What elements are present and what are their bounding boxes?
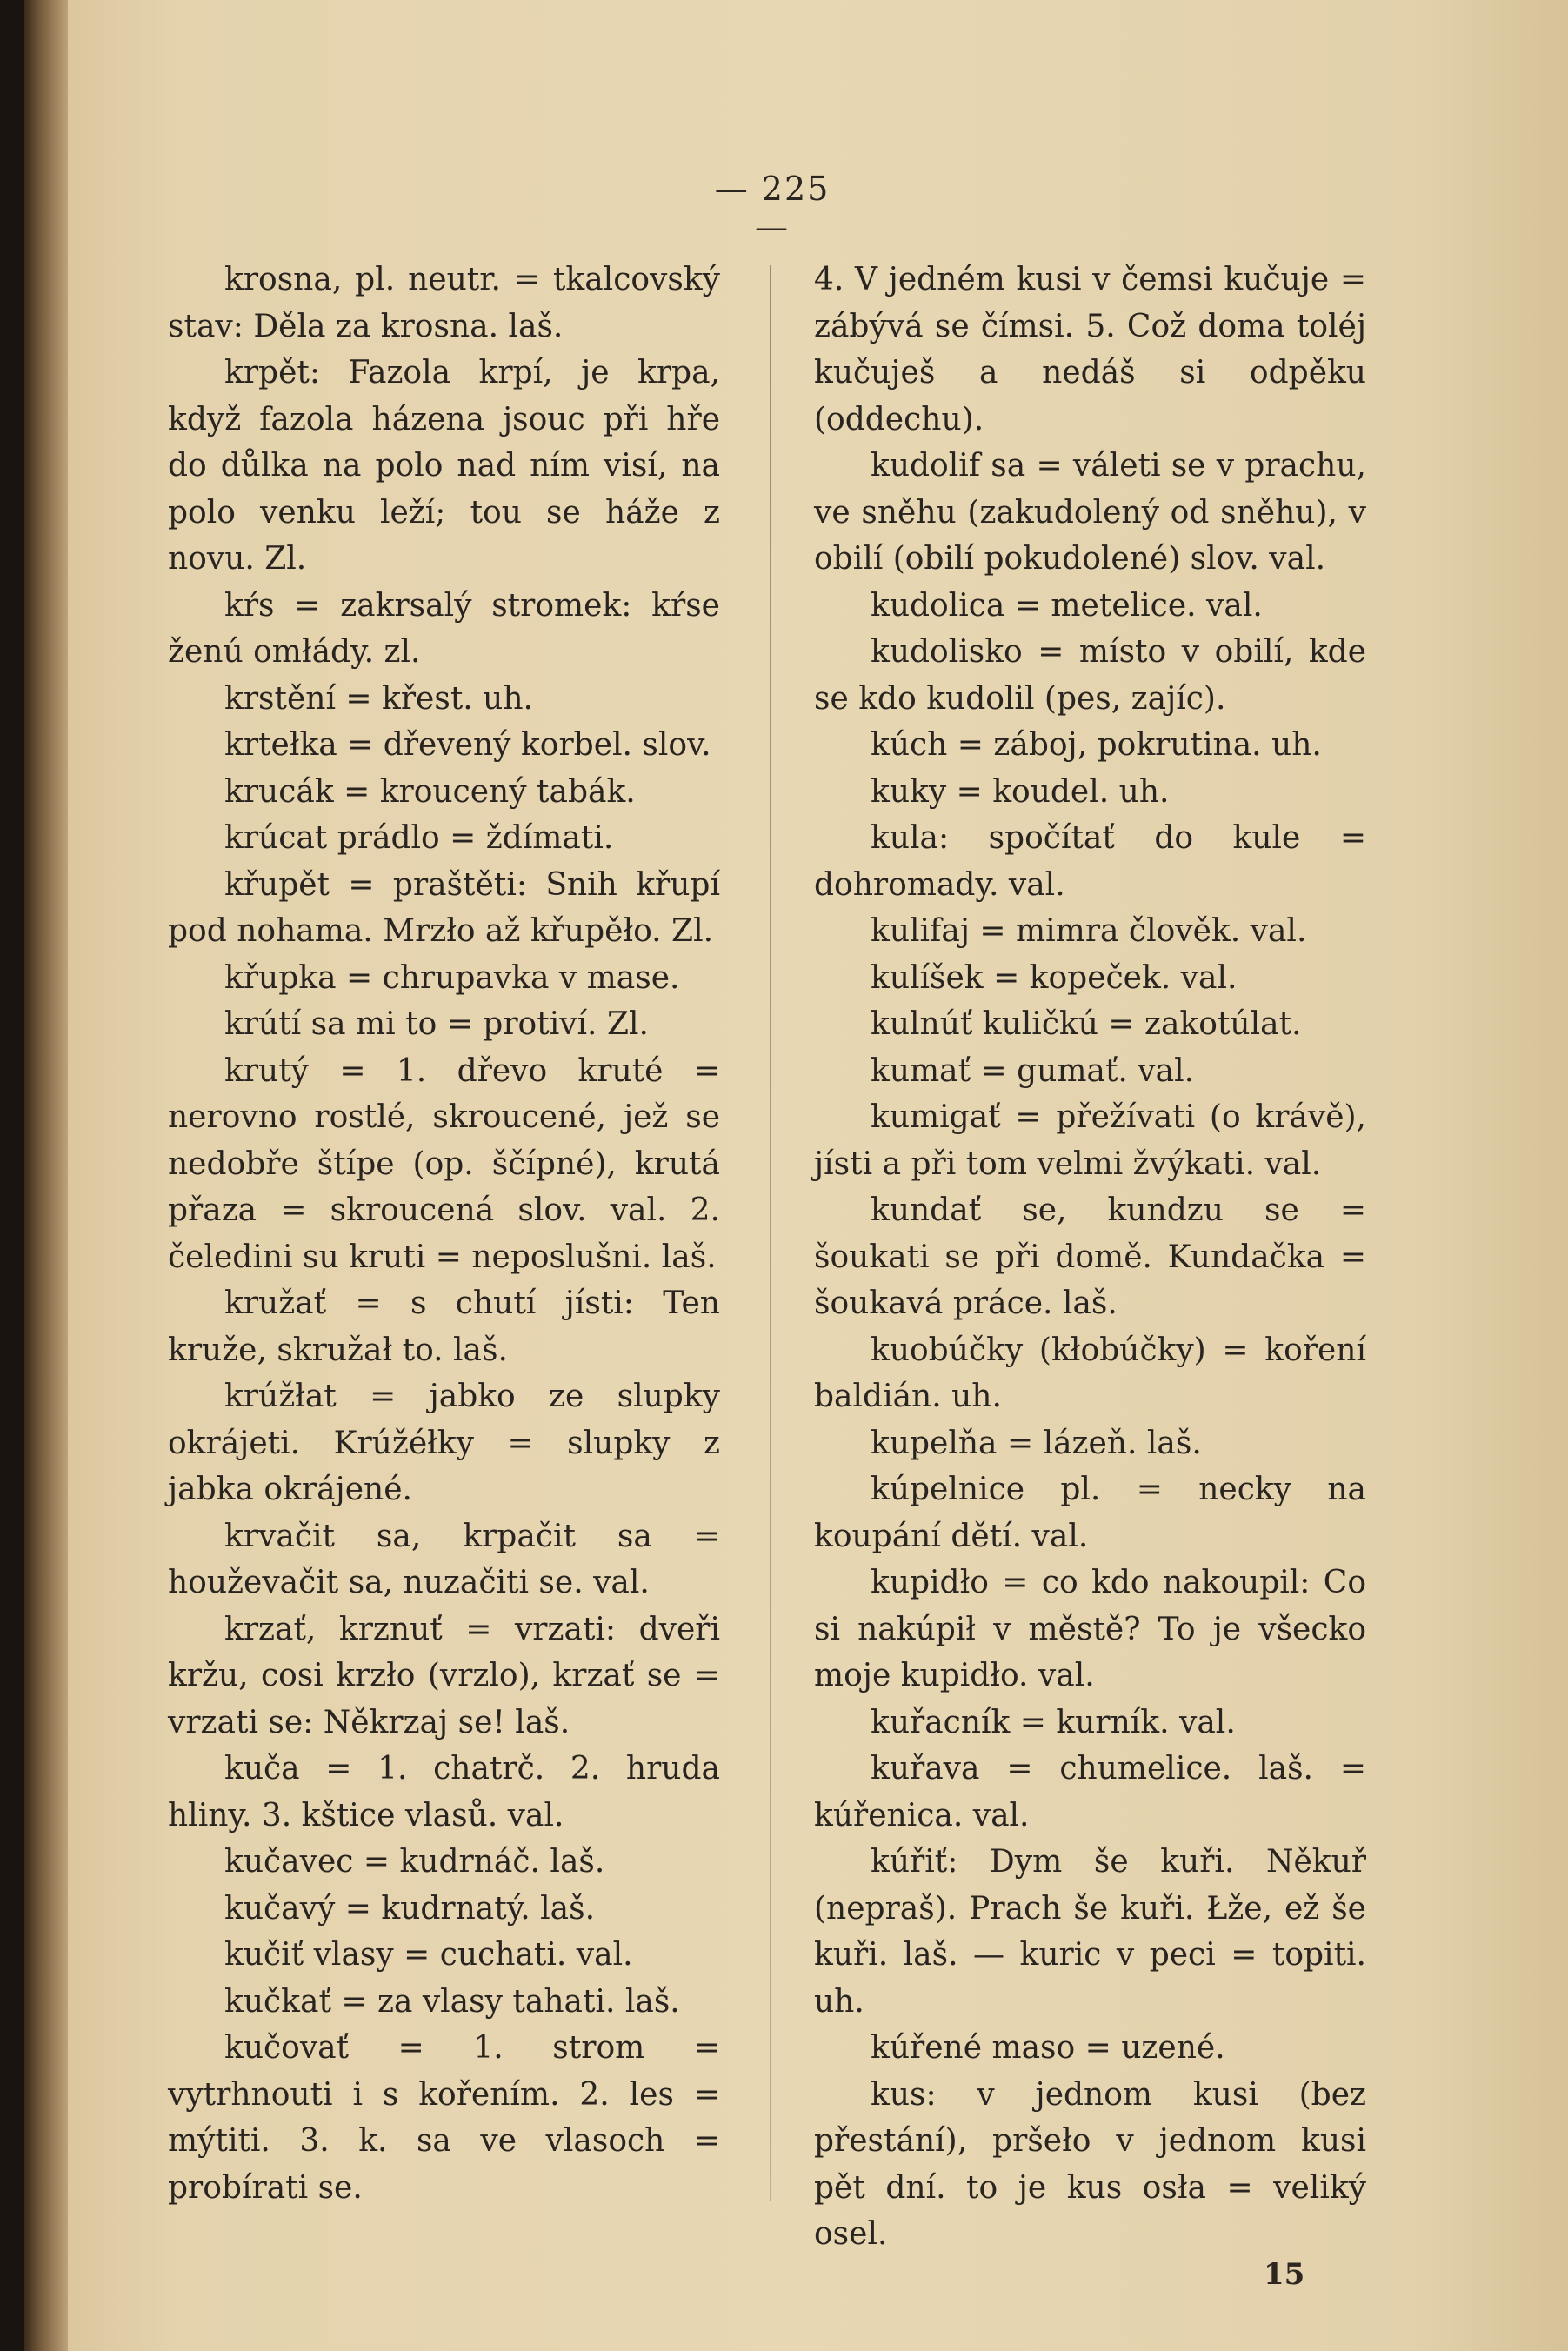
- signature-mark: 15: [1264, 2257, 1305, 2292]
- page-number: — 225 —: [714, 170, 831, 246]
- dictionary-entry: kúřiť: Dym še kuři. Někuř (nepraš). Prach še kuři. Łže, ež še kuři. laš. — kuric v peci = topiti. uh.: [814, 1844, 1366, 2020]
- dictionary-entry: kudolif sa = váleti se v prachu, ve sněhu (zakudolený od sněhu), v obilí (obilí pokudolené) slov. val.: [814, 448, 1366, 577]
- book-page: [24, 0, 1568, 2351]
- dictionary-entry: kúřené maso = uzené.: [871, 2030, 1225, 2066]
- dictionary-entry: krstění = křest. uh.: [224, 680, 533, 717]
- dictionary-entry: kuky = koudel. uh.: [871, 773, 1170, 810]
- dictionary-entry: kuča = 1. chatrč. 2. hruda hliny. 3. kštice vlasů. val.: [168, 1751, 720, 1833]
- dictionary-entry: kumať = gumať. val.: [871, 1052, 1195, 1089]
- dictionary-entry: křupět = praštěti: Snih křupí pod nohama. Mrzło až křupěło. Zl.: [168, 866, 720, 949]
- continued-entry: 4. V jedném kusi v čemsi kučuje = zábývá se čímsi. 5. Což doma toléj kučuješ a nedáš si odpěku (oddechu).: [814, 262, 1366, 437]
- dictionary-entry: kumigať = přežívati (o krávě), jísti a při tom velmi žvýkati. val.: [814, 1099, 1366, 1182]
- dictionary-entry: kulíšek = kopeček. val.: [871, 959, 1238, 996]
- dictionary-entry: krútí sa mi to = protiví. Zl.: [224, 1006, 649, 1042]
- dictionary-entry: kuřava = chumelice. laš. = kúřenica. val.: [814, 1751, 1366, 1833]
- dictionary-entry: křupka = chrupavka v mase.: [224, 959, 680, 996]
- dictionary-entry: krutý = 1. dřevo kruté = nerovno rostlé, skroucené, jež se nedobře štípe (op. ščípné), krutá přaza = skroucená slov. val. 2. čeledini su kruti = neposlušni. laš.: [168, 1052, 720, 1275]
- dictionary-entry: kŕs = zakrsalý stromek: kŕse ženú omłády. zl.: [168, 587, 720, 670]
- right-column: [814, 257, 1366, 2258]
- dictionary-entry: kundať se, kundzu se = šoukati se při domě. Kundačka = šoukavá práce. laš.: [814, 1192, 1366, 1321]
- left-column: [168, 257, 720, 2211]
- dictionary-entry: kudolisko = místo v obilí, kde se kdo kudolil (pes, zajíc).: [814, 634, 1366, 717]
- column-divider: [770, 265, 771, 2201]
- dictionary-entry: kučovať = 1. strom = vytrhnouti i s kořením. 2. les = mýtiti. 3. k. sa ve vlasoch = probírati se.: [168, 2030, 720, 2206]
- dictionary-entry: kula: spočítať do kule = dohromady. val.: [814, 820, 1366, 903]
- dictionary-entry: kus: v jednom kusi (bez přestání), pršeło v jednom kusi pět dní. to je kus osła = veliký osel.: [814, 2076, 1366, 2252]
- dictionary-entry: kupelňa = lázeň. laš.: [871, 1425, 1202, 1461]
- dictionary-entry: kuřacník = kurník. val.: [871, 1704, 1236, 1740]
- dictionary-entry: kružať = s chutí jísti: Ten kruže, skružał to. laš.: [168, 1286, 720, 1368]
- dictionary-entry: krúcat prádlo = ždímati.: [224, 820, 614, 856]
- dictionary-entry: kudolica = metelice. val.: [871, 587, 1263, 624]
- dictionary-entry: krvačit sa, krpačit sa = houževačit sa, nuzačiti se. val.: [168, 1518, 720, 1600]
- book-spine: [24, 0, 68, 2351]
- dictionary-entry: kúpelnice pl. = necky na koupání dětí. val.: [814, 1472, 1366, 1554]
- dictionary-entry: kulifaj = mimra člověk. val.: [871, 913, 1307, 949]
- dictionary-entry: krtełka = dřevený korbel. slov.: [224, 727, 711, 763]
- dictionary-entry: kulnúť kuličkú = zakotúlat.: [871, 1006, 1302, 1042]
- dictionary-entry: krúžłat = jabko ze slupky okrájeti. Krúžéłky = slupky z jabka okrájené.: [168, 1379, 720, 1507]
- dictionary-entry: kučavec = kudrnáč. laš.: [224, 1844, 605, 1880]
- dictionary-entry: krucák = kroucený tabák.: [224, 773, 636, 810]
- dictionary-entry: kučiť vlasy = cuchati. val.: [224, 1937, 633, 1973]
- dictionary-entry: kučkať = za vlasy tahati. laš.: [224, 1983, 680, 2020]
- dictionary-entry: kuobúčky (kłobúčky) = koření baldián. uh.: [814, 1332, 1366, 1414]
- dictionary-entry: krzať, krznuť = vrzati: dveři kržu, cosi krzło (vrzlo), krzať se = vrzati se: Někrzaj se! laš.: [168, 1611, 720, 1740]
- dictionary-entry: kučavý = kudrnatý. laš.: [224, 1890, 596, 1927]
- dictionary-entry: krpět: Fazola krpí, je krpa, když fazola házena jsouc při hře do důlka na polo nad ním visí, na polo venku leží; tou se háže z novu. Zl.: [168, 355, 720, 577]
- dictionary-entry: krosna, pl. neutr. = tkalcovský stav: Děla za krosna. laš.: [168, 262, 720, 344]
- dictionary-entry: kúch = záboj, pokrutina. uh.: [871, 727, 1322, 763]
- dictionary-entry: kupidło = co kdo nakoupil: Co si nakúpił v městě? To je všecko moje kupidło. val.: [814, 1565, 1366, 1693]
